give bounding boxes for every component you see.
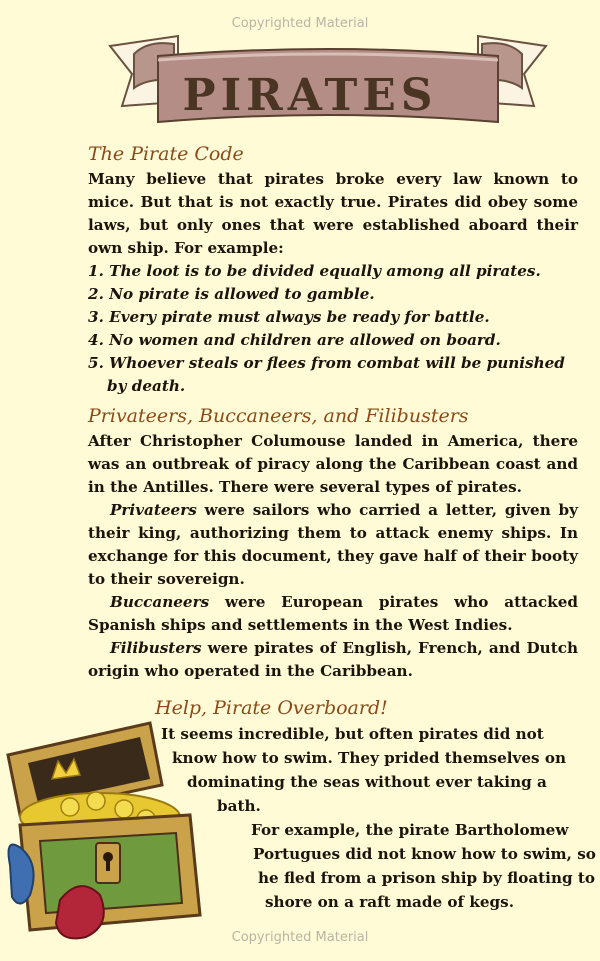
rule-item: 2. No pirate is allowed to gamble. — [88, 285, 375, 303]
main-text — [88, 140, 578, 683]
privateers-term: Privateers — [110, 501, 197, 519]
filibusters-paragraph — [88, 637, 578, 683]
rule-item: 4. No women and children are allowed on board. — [88, 331, 501, 349]
types-intro: After Christopher Columouse landed in America, there was an outbreak of piracy along the Caribbean coast and in the Antilles. There were several types of pirates. — [88, 432, 578, 496]
buccaneers-term: Buccaneers — [110, 593, 210, 611]
copyright-watermark-bottom: Copyrighted Material — [231, 930, 369, 945]
overboard-section — [155, 694, 596, 914]
overboard-line: know how to swim. They prided themselves on — [172, 749, 567, 767]
treasure-chest-illustration — [0, 715, 215, 945]
overboard-line: For example, the pirate Bartholomew — [251, 821, 569, 839]
rule-item: 3. Every pirate must always be ready for battle. — [88, 308, 490, 326]
pirate-code-intro: Many believe that pirates broke every law known to mice. But that is not exactly true. Pirates did obey some laws, but only ones that were established aboard their own ship. For example: — [88, 170, 578, 257]
section-heading-types: Privateers, Buccaneers, and Filibusters — [88, 405, 469, 427]
overboard-line: dominating the seas without ever taking a — [187, 773, 547, 791]
copyright-watermark-top: Copyrighted Material — [231, 16, 369, 31]
overboard-line: It seems incredible, but often pirates did not — [161, 725, 544, 743]
overboard-line: shore on a raft made of kegs. — [265, 893, 515, 911]
filibusters-text: were pirates of English, French, and Dutch origin who operated in the Caribbean. — [88, 639, 578, 680]
rule-item: 1. The loot is to be divided equally among all pirates. — [88, 262, 541, 280]
overboard-line: bath. — [217, 797, 261, 815]
overboard-line: Portugues did not know how to swim, so — [253, 845, 596, 863]
privateers-text: were sailors who carried a letter, given by their king, authorizing them to attack enemy ships. In exchange for this document, they gave half of their booty to their sovereign. — [88, 501, 578, 588]
buccaneers-text: were European pirates who attacked Spanish ships and settlements in the West Indies. — [88, 593, 578, 634]
section-heading-overboard: Help, Pirate Overboard! — [155, 697, 388, 719]
overboard-line: he fled from a prison ship by floating to — [258, 869, 596, 887]
privateers-paragraph — [88, 499, 578, 591]
filibusters-term: Filibusters — [110, 639, 202, 657]
rule-item: 5. Whoever steals or flees from combat will be punished by death. — [88, 354, 565, 395]
page-title: PIRATES — [182, 70, 438, 121]
pirate-rules-list — [88, 260, 578, 398]
buccaneers-paragraph — [88, 591, 578, 637]
section-heading-pirate-code: The Pirate Code — [88, 143, 244, 165]
